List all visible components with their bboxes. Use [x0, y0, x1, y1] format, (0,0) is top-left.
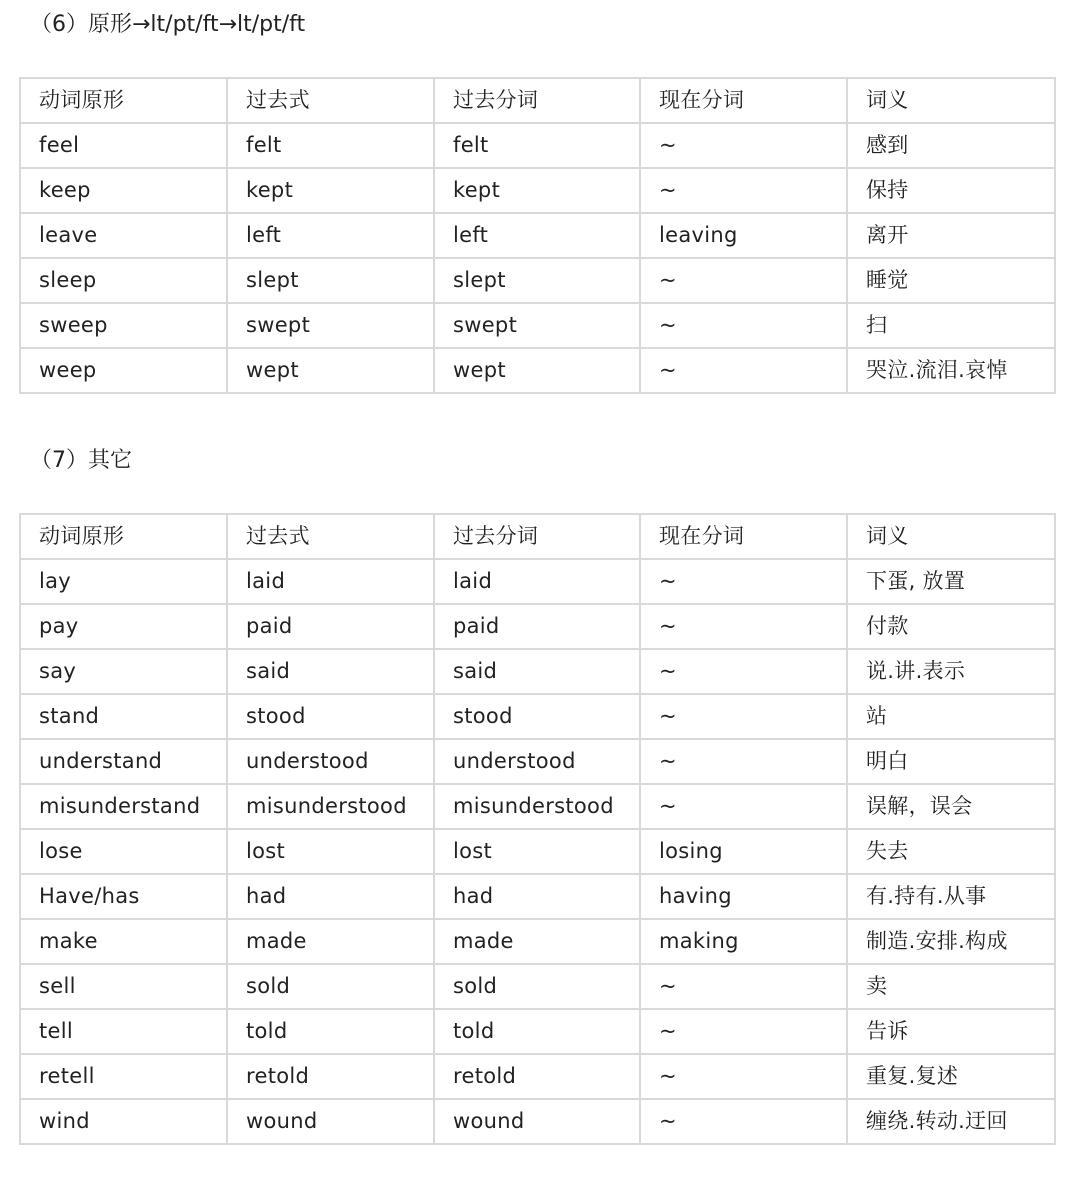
- verb-table-lt-pt-ft: [19, 77, 1056, 394]
- past-participle-cell: swept: [434, 303, 640, 348]
- past-tense-cell: slept: [227, 258, 434, 303]
- past-participle-cell: wound: [434, 1099, 640, 1144]
- past-participle-cell: understood: [434, 739, 640, 784]
- past-tense-cell: misunderstood: [227, 784, 434, 829]
- base-form-cell: misunderstand: [20, 784, 227, 829]
- table-header-row: [20, 78, 1055, 123]
- meaning-cell: 扫: [847, 303, 1055, 348]
- table-row: [20, 964, 1055, 1009]
- table-row: [20, 213, 1055, 258]
- column-header: 过去式: [227, 514, 434, 559]
- present-participle-cell: making: [640, 919, 847, 964]
- past-tense-cell: wound: [227, 1099, 434, 1144]
- past-tense-cell: made: [227, 919, 434, 964]
- meaning-cell: 重复.复述: [847, 1054, 1055, 1099]
- verb-table-body: [20, 514, 1055, 1144]
- meaning-cell: 明白: [847, 739, 1055, 784]
- meaning-cell: 哭泣.流泪.哀悼: [847, 348, 1055, 393]
- meaning-cell: 睡觉: [847, 258, 1055, 303]
- past-participle-cell: slept: [434, 258, 640, 303]
- present-participle-cell: ~: [640, 739, 847, 784]
- past-participle-cell: said: [434, 649, 640, 694]
- table-row: [20, 303, 1055, 348]
- past-tense-cell: paid: [227, 604, 434, 649]
- table-row: [20, 168, 1055, 213]
- present-participle-cell: ~: [640, 123, 847, 168]
- column-header: 过去分词: [434, 514, 640, 559]
- table-row: [20, 919, 1055, 964]
- table-row: [20, 123, 1055, 168]
- column-header: 现在分词: [640, 514, 847, 559]
- past-tense-cell: said: [227, 649, 434, 694]
- meaning-cell: 下蛋, 放置: [847, 559, 1055, 604]
- base-form-cell: lose: [20, 829, 227, 874]
- present-participle-cell: ~: [640, 604, 847, 649]
- base-form-cell: understand: [20, 739, 227, 784]
- table-row: [20, 559, 1055, 604]
- base-form-cell: sweep: [20, 303, 227, 348]
- table-row: [20, 348, 1055, 393]
- present-participle-cell: ~: [640, 784, 847, 829]
- meaning-cell: 说.讲.表示: [847, 649, 1055, 694]
- past-tense-cell: kept: [227, 168, 434, 213]
- column-header: 词义: [847, 514, 1055, 559]
- past-participle-cell: paid: [434, 604, 640, 649]
- column-header: 词义: [847, 78, 1055, 123]
- column-header: 动词原形: [20, 78, 227, 123]
- past-participle-cell: kept: [434, 168, 640, 213]
- past-tense-cell: told: [227, 1009, 434, 1054]
- present-participle-cell: ~: [640, 694, 847, 739]
- verb-table-other: [19, 513, 1056, 1145]
- column-header: 现在分词: [640, 78, 847, 123]
- column-header: 动词原形: [20, 514, 227, 559]
- table-row: [20, 1009, 1055, 1054]
- base-form-cell: Have/has: [20, 874, 227, 919]
- column-header: 过去式: [227, 78, 434, 123]
- meaning-cell: 卖: [847, 964, 1055, 1009]
- table-row: [20, 258, 1055, 303]
- past-participle-cell: made: [434, 919, 640, 964]
- table-row: [20, 784, 1055, 829]
- past-participle-cell: stood: [434, 694, 640, 739]
- base-form-cell: stand: [20, 694, 227, 739]
- meaning-cell: 付款: [847, 604, 1055, 649]
- meaning-cell: 保持: [847, 168, 1055, 213]
- meaning-cell: 告诉: [847, 1009, 1055, 1054]
- base-form-cell: feel: [20, 123, 227, 168]
- base-form-cell: say: [20, 649, 227, 694]
- table-row: [20, 1099, 1055, 1144]
- past-tense-cell: lost: [227, 829, 434, 874]
- past-participle-cell: told: [434, 1009, 640, 1054]
- past-participle-cell: left: [434, 213, 640, 258]
- present-participle-cell: ~: [640, 348, 847, 393]
- past-tense-cell: wept: [227, 348, 434, 393]
- table-row: [20, 694, 1055, 739]
- base-form-cell: wind: [20, 1099, 227, 1144]
- present-participle-cell: ~: [640, 1009, 847, 1054]
- meaning-cell: 制造.安排.构成: [847, 919, 1055, 964]
- verb-table-body: [20, 78, 1055, 393]
- present-participle-cell: ~: [640, 258, 847, 303]
- meaning-cell: 失去: [847, 829, 1055, 874]
- present-participle-cell: having: [640, 874, 847, 919]
- present-participle-cell: ~: [640, 964, 847, 1009]
- base-form-cell: weep: [20, 348, 227, 393]
- table-header-row: [20, 514, 1055, 559]
- table-row: [20, 604, 1055, 649]
- past-tense-cell: understood: [227, 739, 434, 784]
- table-row: [20, 649, 1055, 694]
- present-participle-cell: ~: [640, 303, 847, 348]
- past-tense-cell: sold: [227, 964, 434, 1009]
- base-form-cell: sell: [20, 964, 227, 1009]
- past-tense-cell: laid: [227, 559, 434, 604]
- past-tense-cell: felt: [227, 123, 434, 168]
- meaning-cell: 离开: [847, 213, 1055, 258]
- past-participle-cell: retold: [434, 1054, 640, 1099]
- present-participle-cell: ~: [640, 168, 847, 213]
- past-participle-cell: misunderstood: [434, 784, 640, 829]
- present-participle-cell: losing: [640, 829, 847, 874]
- table-row: [20, 829, 1055, 874]
- past-tense-cell: swept: [227, 303, 434, 348]
- column-header: 过去分词: [434, 78, 640, 123]
- past-participle-cell: sold: [434, 964, 640, 1009]
- base-form-cell: make: [20, 919, 227, 964]
- table-row: [20, 1054, 1055, 1099]
- table-row: [20, 739, 1055, 784]
- present-participle-cell: ~: [640, 1054, 847, 1099]
- section-title-7: （7）其它: [30, 448, 132, 473]
- table-row: [20, 874, 1055, 919]
- base-form-cell: pay: [20, 604, 227, 649]
- present-participle-cell: ~: [640, 649, 847, 694]
- past-participle-cell: felt: [434, 123, 640, 168]
- base-form-cell: sleep: [20, 258, 227, 303]
- past-participle-cell: laid: [434, 559, 640, 604]
- meaning-cell: 站: [847, 694, 1055, 739]
- meaning-cell: 缠绕.转动.迂回: [847, 1099, 1055, 1144]
- base-form-cell: lay: [20, 559, 227, 604]
- base-form-cell: leave: [20, 213, 227, 258]
- present-participle-cell: ~: [640, 1099, 847, 1144]
- past-tense-cell: had: [227, 874, 434, 919]
- past-tense-cell: left: [227, 213, 434, 258]
- meaning-cell: 感到: [847, 123, 1055, 168]
- base-form-cell: tell: [20, 1009, 227, 1054]
- past-participle-cell: had: [434, 874, 640, 919]
- base-form-cell: keep: [20, 168, 227, 213]
- past-participle-cell: lost: [434, 829, 640, 874]
- meaning-cell: 有.持有.从事: [847, 874, 1055, 919]
- present-participle-cell: leaving: [640, 213, 847, 258]
- base-form-cell: retell: [20, 1054, 227, 1099]
- meaning-cell: 误解，误会: [847, 784, 1055, 829]
- past-tense-cell: retold: [227, 1054, 434, 1099]
- past-participle-cell: wept: [434, 348, 640, 393]
- present-participle-cell: ~: [640, 559, 847, 604]
- past-tense-cell: stood: [227, 694, 434, 739]
- section-title-6: （6）原形→lt/pt/ft→lt/pt/ft: [30, 12, 306, 37]
